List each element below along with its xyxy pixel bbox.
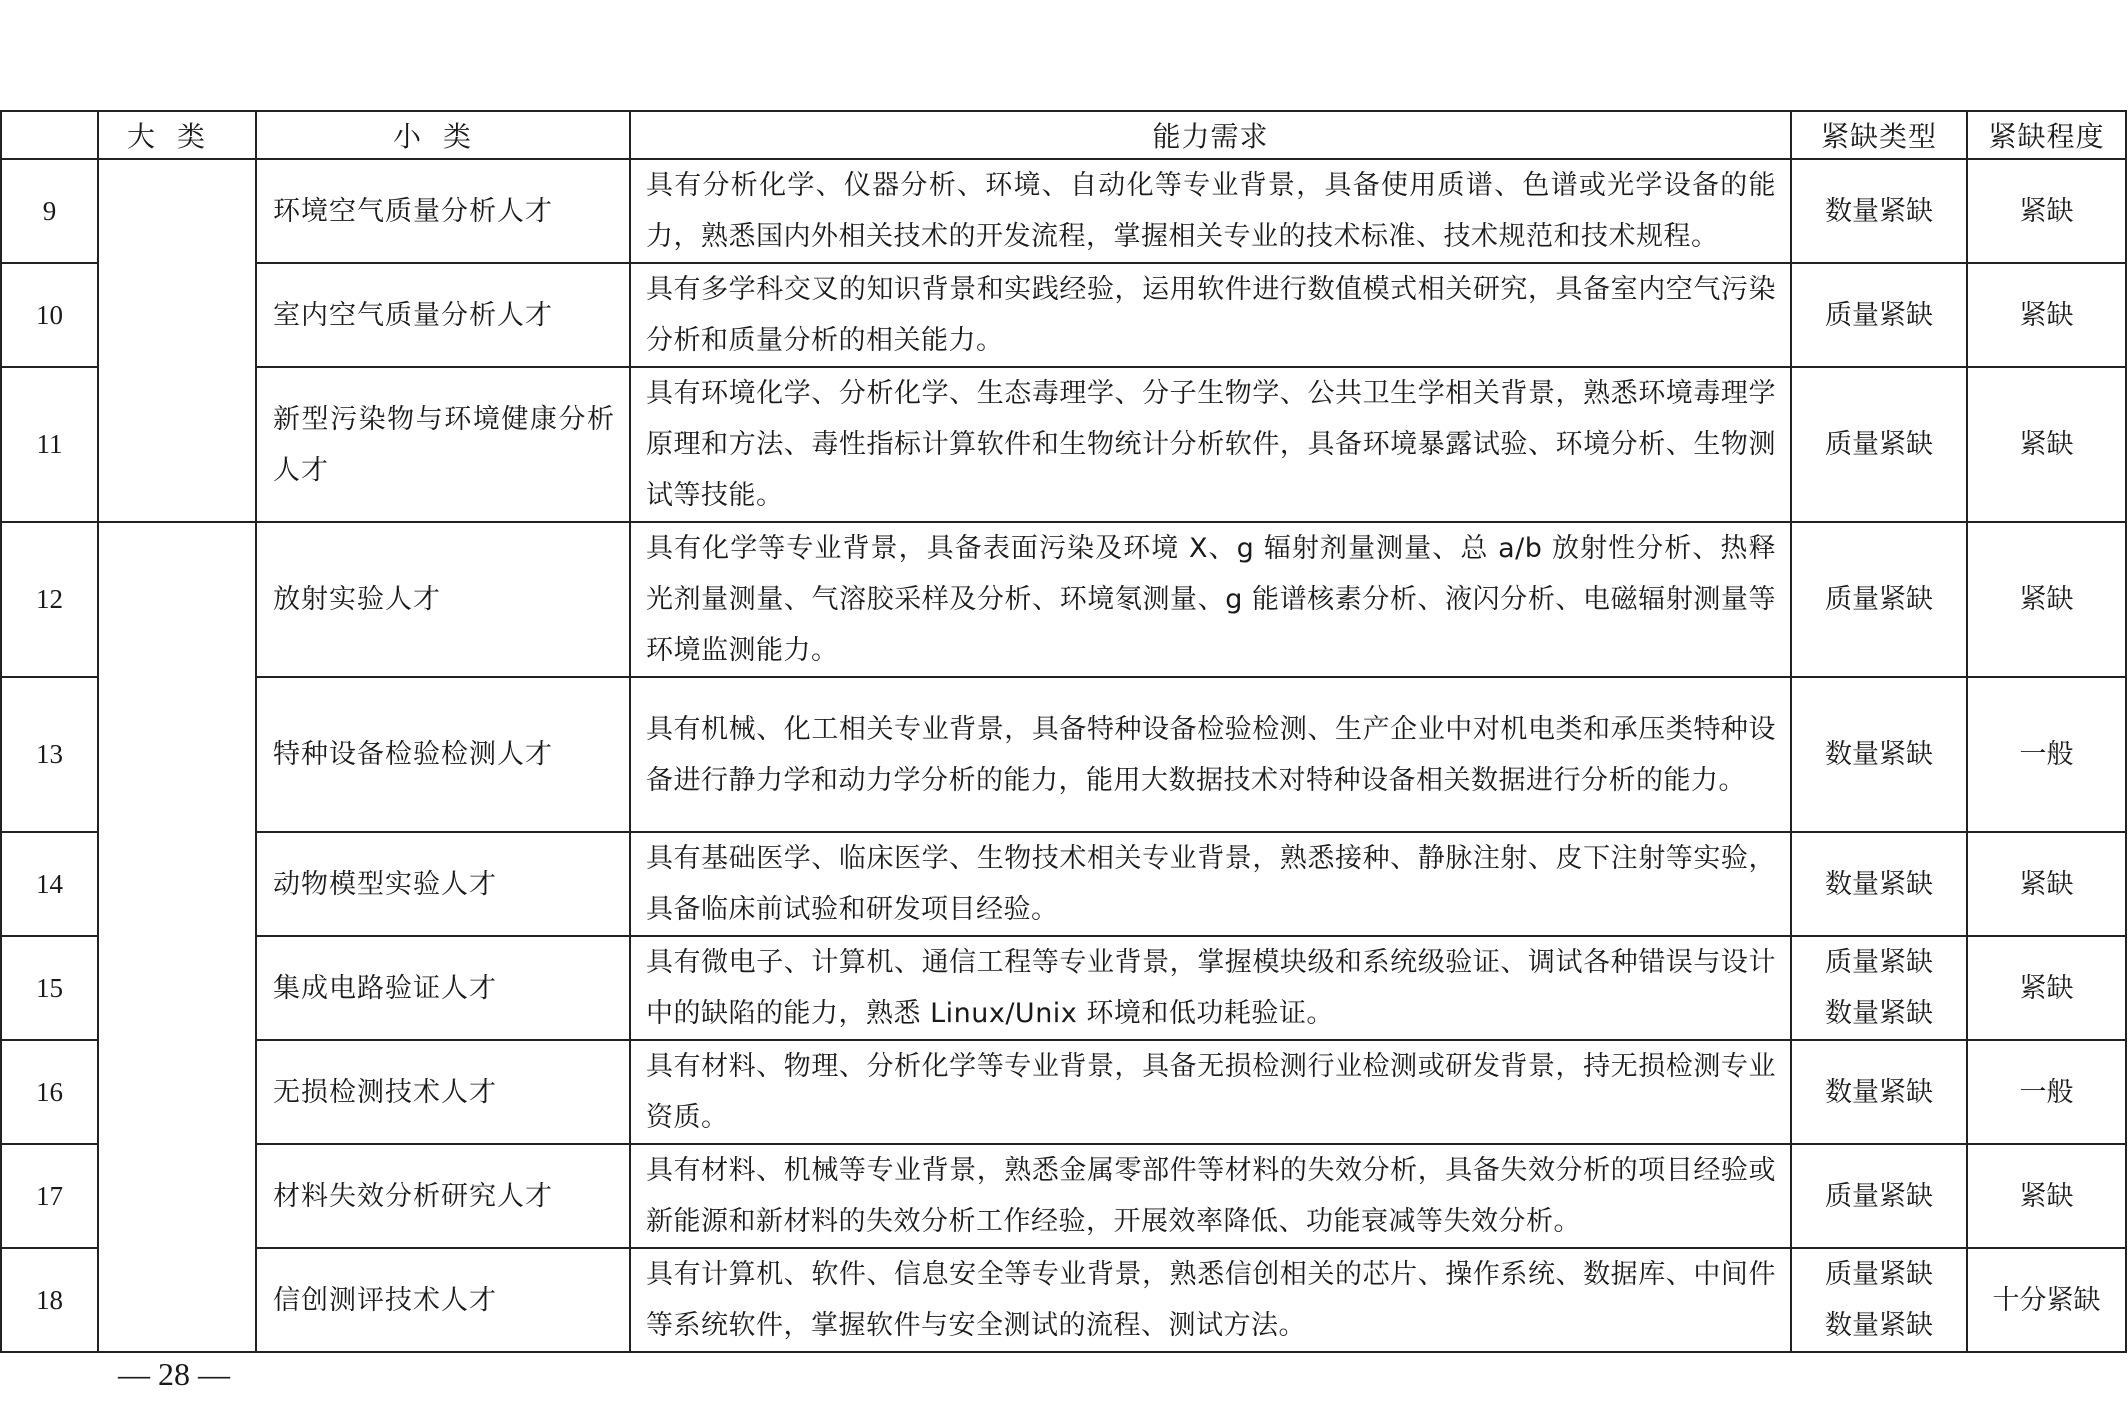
shortage-type [1791, 159, 1967, 263]
shortage-level: 紧缺 [1967, 1144, 2126, 1248]
minor-category: 放射实验人才 [256, 522, 630, 677]
shortage-type [1791, 1248, 1967, 1352]
minor-category: 特种设备检验检测人才 [256, 677, 630, 832]
shortage-type [1791, 263, 1967, 367]
header-type: 紧缺类型 [1791, 111, 1967, 159]
shortage-type [1791, 677, 1967, 832]
shortage-type-value: 质量紧缺 [1825, 947, 1933, 978]
row-number: 13 [1, 677, 98, 832]
minor-category: 集成电路验证人才 [256, 936, 630, 1040]
ability-requirement: 具有计算机、软件、信息安全等专业背景，熟悉信创相关的芯片、操作系统、数据库、中间件等系统软件，掌握软件与安全测试的流程、测试方法。 [630, 1248, 1791, 1352]
shortage-level: 紧缺 [1967, 936, 2126, 1040]
shortage-type-value: 质量紧缺 [1825, 429, 1933, 460]
minor-category: 材料失效分析研究人才 [256, 1144, 630, 1248]
table-row [1, 677, 2126, 832]
shortage-type [1791, 936, 1967, 1040]
shortage-type-value: 质量紧缺 [1825, 1259, 1933, 1290]
shortage-level: 紧缺 [1967, 832, 2126, 936]
table-row [1, 159, 2126, 263]
ability-requirement: 具有化学等专业背景，具备表面污染及环境 X、g 辐射剂量测量、总 a/b 放射性分析、热释光剂量测量、气溶胶采样及分析、环境氡测量、g 能谱核素分析、液闪分析、电磁辐射测量等环境监测能力。 [630, 522, 1791, 677]
major-category-cell [98, 522, 256, 1352]
shortage-level: 十分紧缺 [1967, 1248, 2126, 1352]
shortage-type-value: 数量紧缺 [1825, 998, 1933, 1029]
table-row [1, 832, 2126, 936]
ability-requirement: 具有分析化学、仪器分析、环境、自动化等专业背景，具备使用质谱、色谱或光学设备的能力，熟悉国内外相关技术的开发流程，掌握相关专业的技术标准、技术规范和技术规程。 [630, 159, 1791, 263]
table-row [1, 1144, 2126, 1248]
minor-category: 动物模型实验人才 [256, 832, 630, 936]
shortage-level: 一般 [1967, 677, 2126, 832]
row-number: 17 [1, 1144, 98, 1248]
shortage-level: 紧缺 [1967, 522, 2126, 677]
talent-table-sheet [0, 110, 2127, 1353]
row-number: 11 [1, 367, 98, 522]
shortage-type-value: 质量紧缺 [1825, 1180, 1933, 1212]
row-number: 14 [1, 832, 98, 936]
row-number: 10 [1, 263, 98, 367]
ability-requirement: 具有材料、物理、分析化学等专业背景，具备无损检测行业检测或研发背景，持无损检测专业资质。 [630, 1040, 1791, 1144]
ability-requirement: 具有机械、化工相关专业背景，具备特种设备检验检测、生产企业中对机电类和承压类特种设备进行静力学和动力学分析的能力，能用大数据技术对特种设备相关数据进行分析的能力。 [630, 677, 1791, 832]
shortage-level: 一般 [1967, 1040, 2126, 1144]
minor-category: 环境空气质量分析人才 [256, 159, 630, 263]
header-major: 大类 [98, 111, 256, 159]
shortage-type [1791, 832, 1967, 936]
ability-requirement: 具有环境化学、分析化学、生态毒理学、分子生物学、公共卫生学相关背景，熟悉环境毒理学原理和方法、毒性指标计算软件和生物统计分析软件，具备环境暴露试验、环境分析、生物测试等技能。 [630, 367, 1791, 522]
minor-category: 室内空气质量分析人才 [256, 263, 630, 367]
table-header-row [1, 111, 2126, 159]
shortage-level: 紧缺 [1967, 159, 2126, 263]
shortage-level: 紧缺 [1967, 263, 2126, 367]
table-row [1, 263, 2126, 367]
minor-category: 信创测评技术人才 [256, 1248, 630, 1352]
row-number: 16 [1, 1040, 98, 1144]
ability-requirement: 具有多学科交叉的知识背景和实践经验，运用软件进行数值模式相关研究，具备室内空气污染分析和质量分析的相关能力。 [630, 263, 1791, 367]
shortage-type-value: 数量紧缺 [1825, 868, 1933, 900]
table-row [1, 367, 2126, 522]
shortage-type-value: 数量紧缺 [1825, 739, 1933, 770]
talent-demand-table [0, 110, 2127, 1353]
header-desc: 能力需求 [630, 111, 1791, 159]
shortage-type [1791, 1040, 1967, 1144]
shortage-type-value: 数量紧缺 [1825, 195, 1933, 227]
ability-requirement: 具有微电子、计算机、通信工程等专业背景，掌握模块级和系统级验证、调试各种错误与设计中的缺陷的能力，熟悉 Linux/Unix 环境和低功耗验证。 [630, 936, 1791, 1040]
shortage-type [1791, 367, 1967, 522]
shortage-type [1791, 522, 1967, 677]
major-category-cell [98, 159, 256, 522]
minor-category: 无损检测技术人才 [256, 1040, 630, 1144]
shortage-type-value: 数量紧缺 [1825, 1076, 1933, 1108]
minor-category: 新型污染物与环境健康分析人才 [256, 367, 630, 522]
row-number: 18 [1, 1248, 98, 1352]
table-row [1, 936, 2126, 1040]
shortage-type-value: 质量紧缺 [1825, 299, 1933, 331]
page-number: — 28 — [118, 1356, 230, 1392]
header-minor: 小类 [256, 111, 630, 159]
ability-requirement: 具有基础医学、临床医学、生物技术相关专业背景，熟悉接种、静脉注射、皮下注射等实验，具备临床前试验和研发项目经验。 [630, 832, 1791, 936]
row-number: 9 [1, 159, 98, 263]
ability-requirement: 具有材料、机械等专业背景，熟悉金属零部件等材料的失效分析，具备失效分析的项目经验或新能源和新材料的失效分析工作经验，开展效率降低、功能衰减等失效分析。 [630, 1144, 1791, 1248]
shortage-type [1791, 1144, 1967, 1248]
shortage-type-value: 质量紧缺 [1825, 584, 1933, 615]
table-row [1, 1040, 2126, 1144]
row-number: 12 [1, 522, 98, 677]
header-num [1, 111, 98, 159]
row-number: 15 [1, 936, 98, 1040]
table-row [1, 522, 2126, 677]
table-row [1, 1248, 2126, 1352]
header-level: 紧缺程度 [1967, 111, 2126, 159]
shortage-type-value: 数量紧缺 [1825, 1310, 1933, 1341]
shortage-level: 紧缺 [1967, 367, 2126, 522]
